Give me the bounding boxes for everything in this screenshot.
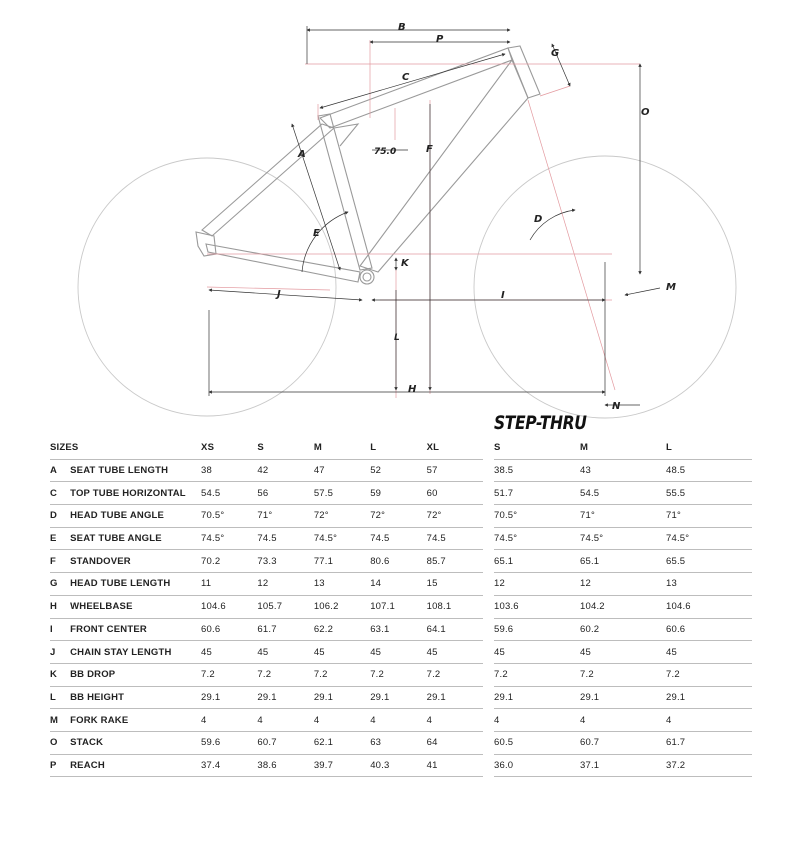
measure-value: 59.6	[201, 731, 257, 754]
measure-value: 59	[370, 482, 426, 505]
measure-value: 45	[370, 641, 426, 664]
table-row	[494, 505, 752, 528]
measure-value: 70.2	[201, 550, 257, 573]
measure-value: 105.7	[257, 595, 313, 618]
measure-value: 40.3	[370, 754, 426, 777]
table-row	[50, 550, 483, 573]
step-thru-value: 38.5	[494, 459, 580, 482]
dimension-lines	[209, 26, 660, 405]
measure-value: 60	[427, 482, 483, 505]
measure-value: 4	[257, 709, 313, 732]
measure-value: 62.1	[314, 731, 370, 754]
step-thru-value: 71°	[580, 505, 666, 528]
measure-value: 63	[370, 731, 426, 754]
measure-value: 45	[427, 641, 483, 664]
table-row	[50, 731, 483, 754]
table-row	[50, 709, 483, 732]
table-row	[50, 459, 483, 482]
step-thru-value: 37.2	[666, 754, 752, 777]
measure-letter: K	[50, 663, 70, 686]
measure-value: 7.2	[314, 663, 370, 686]
measure-letter: A	[50, 459, 70, 482]
measure-value: 71°	[257, 505, 313, 528]
step-thru-value: 71°	[666, 505, 752, 528]
measure-name: HEAD TUBE LENGTH	[70, 573, 201, 596]
size-header: L	[666, 437, 752, 459]
measure-name: SEAT TUBE LENGTH	[70, 459, 201, 482]
measure-value: 54.5	[201, 482, 257, 505]
measure-value: 70.5°	[201, 505, 257, 528]
step-thru-value: 103.6	[494, 595, 580, 618]
measure-letter: J	[50, 641, 70, 664]
step-thru-value: 7.2	[494, 663, 580, 686]
seat-angle-value: 75.0	[374, 147, 397, 157]
measure-letter: G	[50, 573, 70, 596]
measure-value: 61.7	[257, 618, 313, 641]
step-thru-value: 12	[580, 573, 666, 596]
label-n: N	[612, 401, 621, 412]
step-thru-value: 7.2	[580, 663, 666, 686]
step-thru-value: 29.1	[494, 686, 580, 709]
sizes-header: SIZES	[50, 437, 201, 459]
measure-value: 7.2	[427, 663, 483, 686]
step-thru-value: 12	[494, 573, 580, 596]
table-row	[494, 686, 752, 709]
table-row	[50, 686, 483, 709]
table-row	[494, 459, 752, 482]
step-thru-title: STEP-THRU	[494, 412, 587, 434]
label-j: J	[277, 289, 281, 300]
measure-value: 64	[427, 731, 483, 754]
table-row	[494, 482, 752, 505]
measure-value: 47	[314, 459, 370, 482]
step-thru-value: 13	[666, 573, 752, 596]
table-row	[50, 663, 483, 686]
size-header: XS	[201, 437, 257, 459]
size-header: M	[314, 437, 370, 459]
label-i: I	[501, 290, 505, 301]
table-row	[494, 663, 752, 686]
measure-value: 4	[201, 709, 257, 732]
measure-value: 45	[201, 641, 257, 664]
measure-value: 7.2	[370, 663, 426, 686]
label-g: G	[551, 48, 560, 59]
table-row	[494, 709, 752, 732]
measure-name: HEAD TUBE ANGLE	[70, 505, 201, 528]
measure-name: FRONT CENTER	[70, 618, 201, 641]
measure-value: 45	[314, 641, 370, 664]
table-header-row	[494, 437, 752, 459]
measure-value: 38	[201, 459, 257, 482]
size-header: XL	[427, 437, 483, 459]
measure-value: 12	[257, 573, 313, 596]
measure-value: 41	[427, 754, 483, 777]
measure-name: SEAT TUBE ANGLE	[70, 527, 201, 550]
measure-value: 72°	[314, 505, 370, 528]
step-thru-value: 29.1	[666, 686, 752, 709]
measure-value: 77.1	[314, 550, 370, 573]
size-header: L	[370, 437, 426, 459]
measure-name: FORK RAKE	[70, 709, 201, 732]
step-thru-value: 74.5°	[580, 527, 666, 550]
measure-value: 72°	[370, 505, 426, 528]
table-row	[494, 754, 752, 777]
table-row	[50, 754, 483, 777]
measure-letter: D	[50, 505, 70, 528]
measure-value: 74.5	[370, 527, 426, 550]
measure-value: 104.6	[201, 595, 257, 618]
table-row	[50, 505, 483, 528]
table-row	[494, 573, 752, 596]
measure-value: 29.1	[427, 686, 483, 709]
measure-letter: F	[50, 550, 70, 573]
measure-name: REACH	[70, 754, 201, 777]
measure-letter: I	[50, 618, 70, 641]
measure-value: 63.1	[370, 618, 426, 641]
measure-value: 80.6	[370, 550, 426, 573]
measure-letter: E	[50, 527, 70, 550]
measure-value: 74.5°	[201, 527, 257, 550]
label-a: A	[298, 149, 306, 160]
measure-value: 38.6	[257, 754, 313, 777]
measure-name: STANDOVER	[70, 550, 201, 573]
table-row	[50, 527, 483, 550]
bike-geometry-diagram	[0, 0, 800, 420]
measure-name: STACK	[70, 731, 201, 754]
measure-value: 14	[370, 573, 426, 596]
measure-value: 62.2	[314, 618, 370, 641]
step-thru-value: 51.7	[494, 482, 580, 505]
table-row	[50, 573, 483, 596]
label-e: E	[313, 228, 320, 239]
measure-letter: H	[50, 595, 70, 618]
step-thru-value: 74.5°	[666, 527, 752, 550]
measure-value: 29.1	[257, 686, 313, 709]
step-thru-value: 61.7	[666, 731, 752, 754]
step-thru-value: 65.5	[666, 550, 752, 573]
measure-value: 11	[201, 573, 257, 596]
measure-value: 37.4	[201, 754, 257, 777]
measure-value: 64.1	[427, 618, 483, 641]
measure-value: 74.5	[257, 527, 313, 550]
step-thru-value: 60.2	[580, 618, 666, 641]
measure-value: 7.2	[201, 663, 257, 686]
step-thru-value: 59.6	[494, 618, 580, 641]
measure-value: 108.1	[427, 595, 483, 618]
measure-value: 13	[314, 573, 370, 596]
measure-letter: L	[50, 686, 70, 709]
step-thru-value: 54.5	[580, 482, 666, 505]
step-thru-value: 104.6	[666, 595, 752, 618]
table-row	[50, 595, 483, 618]
measure-value: 7.2	[257, 663, 313, 686]
size-header: M	[580, 437, 666, 459]
measure-letter: P	[50, 754, 70, 777]
label-k: K	[401, 258, 409, 269]
measure-value: 52	[370, 459, 426, 482]
step-thru-value: 48.5	[666, 459, 752, 482]
step-thru-value: 43	[580, 459, 666, 482]
step-thru-value: 29.1	[580, 686, 666, 709]
measure-value: 29.1	[314, 686, 370, 709]
table-row	[494, 595, 752, 618]
step-thru-value: 4	[580, 709, 666, 732]
measure-value: 15	[427, 573, 483, 596]
step-thru-value: 45	[580, 641, 666, 664]
step-thru-table	[494, 437, 752, 777]
step-thru-value: 104.2	[580, 595, 666, 618]
table-row	[494, 641, 752, 664]
measure-value: 72°	[427, 505, 483, 528]
table-row	[50, 618, 483, 641]
measure-letter: M	[50, 709, 70, 732]
measure-value: 29.1	[370, 686, 426, 709]
step-thru-value: 4	[494, 709, 580, 732]
geometry-table	[50, 437, 483, 777]
label-c: C	[402, 72, 410, 83]
measure-value: 73.3	[257, 550, 313, 573]
measure-value: 60.7	[257, 731, 313, 754]
label-f: F	[426, 144, 433, 155]
step-thru-value: 45	[494, 641, 580, 664]
measure-name: BB HEIGHT	[70, 686, 201, 709]
measure-value: 57.5	[314, 482, 370, 505]
measure-name: WHEELBASE	[70, 595, 201, 618]
table-row	[50, 641, 483, 664]
table-header-row	[50, 437, 483, 459]
measure-value: 107.1	[370, 595, 426, 618]
size-header: S	[257, 437, 313, 459]
measure-name: TOP TUBE HORIZONTAL	[70, 482, 201, 505]
table-row	[50, 482, 483, 505]
step-thru-value: 60.7	[580, 731, 666, 754]
measure-name: CHAIN STAY LENGTH	[70, 641, 201, 664]
step-thru-value: 37.1	[580, 754, 666, 777]
measure-value: 39.7	[314, 754, 370, 777]
measure-value: 4	[370, 709, 426, 732]
measure-name: BB DROP	[70, 663, 201, 686]
measure-value: 4	[427, 709, 483, 732]
table-row	[494, 527, 752, 550]
step-thru-value: 7.2	[666, 663, 752, 686]
step-thru-value: 65.1	[494, 550, 580, 573]
measure-value: 57	[427, 459, 483, 482]
step-thru-value: 4	[666, 709, 752, 732]
step-thru-value: 74.5°	[494, 527, 580, 550]
measure-letter: O	[50, 731, 70, 754]
measure-value: 85.7	[427, 550, 483, 573]
measure-value: 60.6	[201, 618, 257, 641]
table-row	[494, 618, 752, 641]
measure-value: 74.5°	[314, 527, 370, 550]
measure-value: 4	[314, 709, 370, 732]
step-thru-value: 60.5	[494, 731, 580, 754]
label-l: L	[394, 333, 400, 343]
step-thru-value: 36.0	[494, 754, 580, 777]
table-row	[494, 731, 752, 754]
table-row	[494, 550, 752, 573]
step-thru-value: 70.5°	[494, 505, 580, 528]
step-thru-value: 65.1	[580, 550, 666, 573]
measure-value: 56	[257, 482, 313, 505]
measure-value: 106.2	[314, 595, 370, 618]
label-o: O	[641, 107, 650, 118]
step-thru-value: 60.6	[666, 618, 752, 641]
label-m: M	[666, 282, 676, 293]
measure-value: 74.5	[427, 527, 483, 550]
label-b: B	[398, 22, 406, 33]
step-thru-value: 45	[666, 641, 752, 664]
measure-value: 29.1	[201, 686, 257, 709]
size-header: S	[494, 437, 580, 459]
measure-letter: C	[50, 482, 70, 505]
measure-value: 45	[257, 641, 313, 664]
label-p: P	[436, 34, 444, 45]
step-thru-value: 55.5	[666, 482, 752, 505]
measure-value: 42	[257, 459, 313, 482]
label-d: D	[534, 214, 543, 225]
label-h: H	[408, 384, 417, 395]
